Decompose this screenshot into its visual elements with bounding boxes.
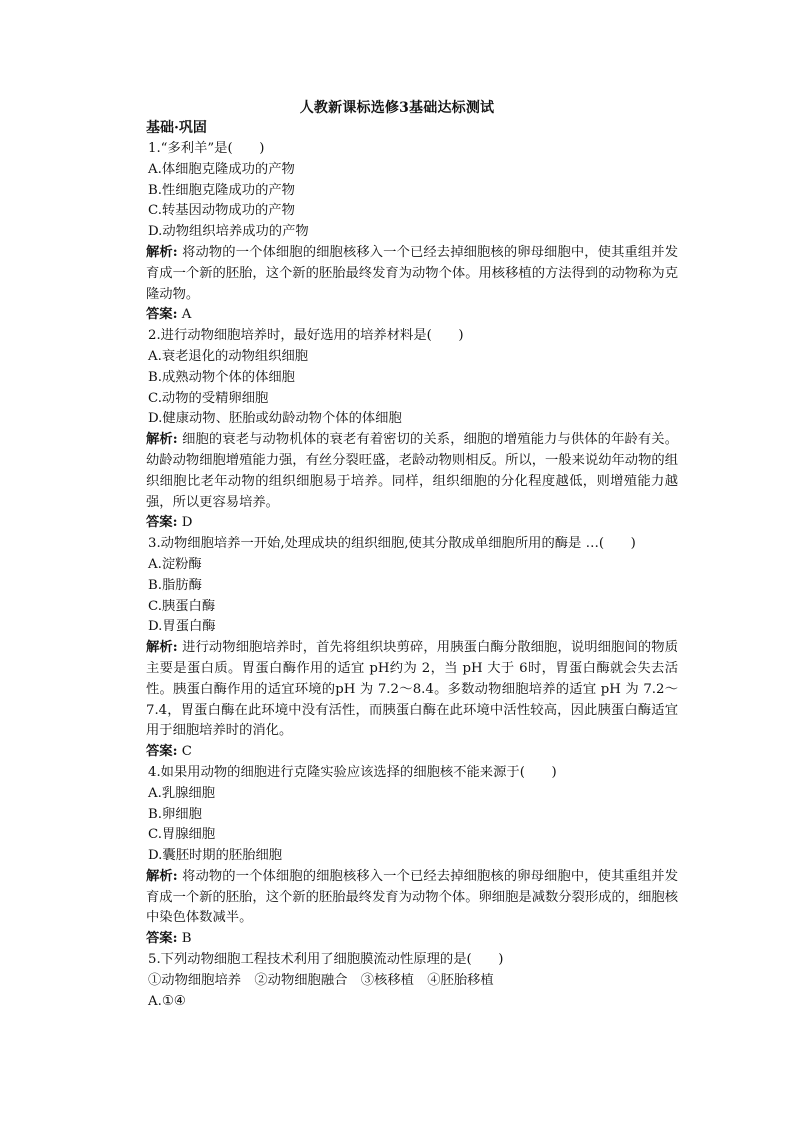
explanation-text: 细胞的衰老与动物机体的衰老有着密切的关系，细胞的增殖能力与供体的年龄有关。幼龄动物细胞增殖能力强，有丝分裂旺盛，老龄动物则相反。所以，一般来说幼年动物的组织细胞比老年动物的组织细胞易于培养。同样，组织细胞的分化程度越低，则增殖能力越强，所以更容易培养。 <box>146 432 678 510</box>
answer-value: B <box>177 931 192 947</box>
option: B.性细胞克隆成功的产物 <box>148 182 295 198</box>
answer-label: 答案: <box>146 307 178 323</box>
explanation <box>146 243 678 305</box>
explanation <box>146 638 678 742</box>
option: C.动物的受精卵细胞 <box>148 390 269 406</box>
option: C.胃腺细胞 <box>148 827 216 843</box>
answer-label: 答案: <box>146 515 178 531</box>
option: D.胃蛋白酶 <box>148 619 216 635</box>
question-stem: 5.下列动物细胞工程技术利用了细胞膜流动性原理的是( ) <box>148 952 504 968</box>
option: D.囊胚时期的胚胎细胞 <box>148 848 283 864</box>
answer <box>146 742 678 763</box>
explanation-label: 解析: <box>146 432 178 448</box>
explanation-label: 解析: <box>146 868 178 884</box>
explanation-text: 进行动物细胞培养时，首先将组织块剪碎，用胰蛋白酶分散细胞，说明细胞间的物质主要是蛋白质。胃蛋白酶作用的适宜 pH约为 2，当 pH 大于 6时，胃蛋白酶就会失去活性。胰蛋白酶作用的适宜环境的pH 为 7.2～8.4。多数动物细胞培养的适宜 pH 为 7.2～7.4，胃蛋白酶在此环境中没有活性，而胰蛋白酶在此环境中活性较高，因此胰蛋白酶适宜用于细胞培养时的消化。 <box>146 640 678 739</box>
option: A.乳腺细胞 <box>148 785 216 801</box>
option: B.成熟动物个体的体细胞 <box>148 369 295 385</box>
explanation-label: 解析: <box>146 244 178 260</box>
question-stem: 4.如果用动物的细胞进行克隆实验应该选择的细胞核不能来源于( ) <box>148 764 557 780</box>
explanation-text: 将动物的一个体细胞的细胞核移入一个已经去掉细胞核的卵母细胞中，使其重组并发育成一个新的胚胎，这个新的胚胎最终发育为动物个体。用核移植的方法得到的动物称为克隆动物。 <box>146 244 678 302</box>
answer-label: 答案: <box>146 931 178 947</box>
question-stem: 1.“多利羊”是( ) <box>148 141 265 156</box>
explanation <box>146 867 678 929</box>
explanation-label: 解析: <box>146 640 178 656</box>
answer-value: D <box>177 515 193 531</box>
document-title: 人教新课标选修3基础达标测试 <box>299 100 495 116</box>
option: A.衰老退化的动物组织细胞 <box>148 348 309 364</box>
question-stem: 2.进行动物细胞培养时，最好选用的培养材料是( ) <box>148 328 464 344</box>
answer-label: 答案: <box>146 744 178 760</box>
option: B.脂肪酶 <box>148 577 202 593</box>
option: ①动物细胞培养 ②动物细胞融合 ③核移植 ④胚胎移植 <box>148 972 494 988</box>
answer <box>146 929 678 950</box>
option: C.转基因动物成功的产物 <box>148 203 295 219</box>
question-list <box>146 139 678 1012</box>
option: C.胰蛋白酶 <box>148 598 216 614</box>
option: D.健康动物、胚胎或幼龄动物个体的体细胞 <box>148 411 402 427</box>
option: A.体细胞克隆成功的产物 <box>148 161 295 177</box>
answer <box>146 305 678 326</box>
section-heading: 基础·巩固 <box>146 120 207 136</box>
option: A.①④ <box>148 993 186 1009</box>
answer <box>146 513 678 534</box>
explanation <box>146 430 678 513</box>
option: A.淀粉酶 <box>148 556 202 572</box>
option: D.动物组织培养成功的产物 <box>148 224 309 240</box>
explanation-text: 将动物的一个体细胞的细胞核移入一个已经去掉细胞核的卵母细胞中，使其重组并发育成一个新的胚胎，这个新的胚胎最终发育为动物个体。卵细胞是减数分裂形成的，细胞核中染色体数减半。 <box>146 868 678 926</box>
option: B.卵细胞 <box>148 806 202 822</box>
question-stem: 3.动物细胞培养一开始,处理成块的组织细胞,使其分散成单细胞所用的酶是 …( ) <box>148 536 636 552</box>
answer-value: C <box>177 744 192 760</box>
answer-value: A <box>177 307 192 323</box>
